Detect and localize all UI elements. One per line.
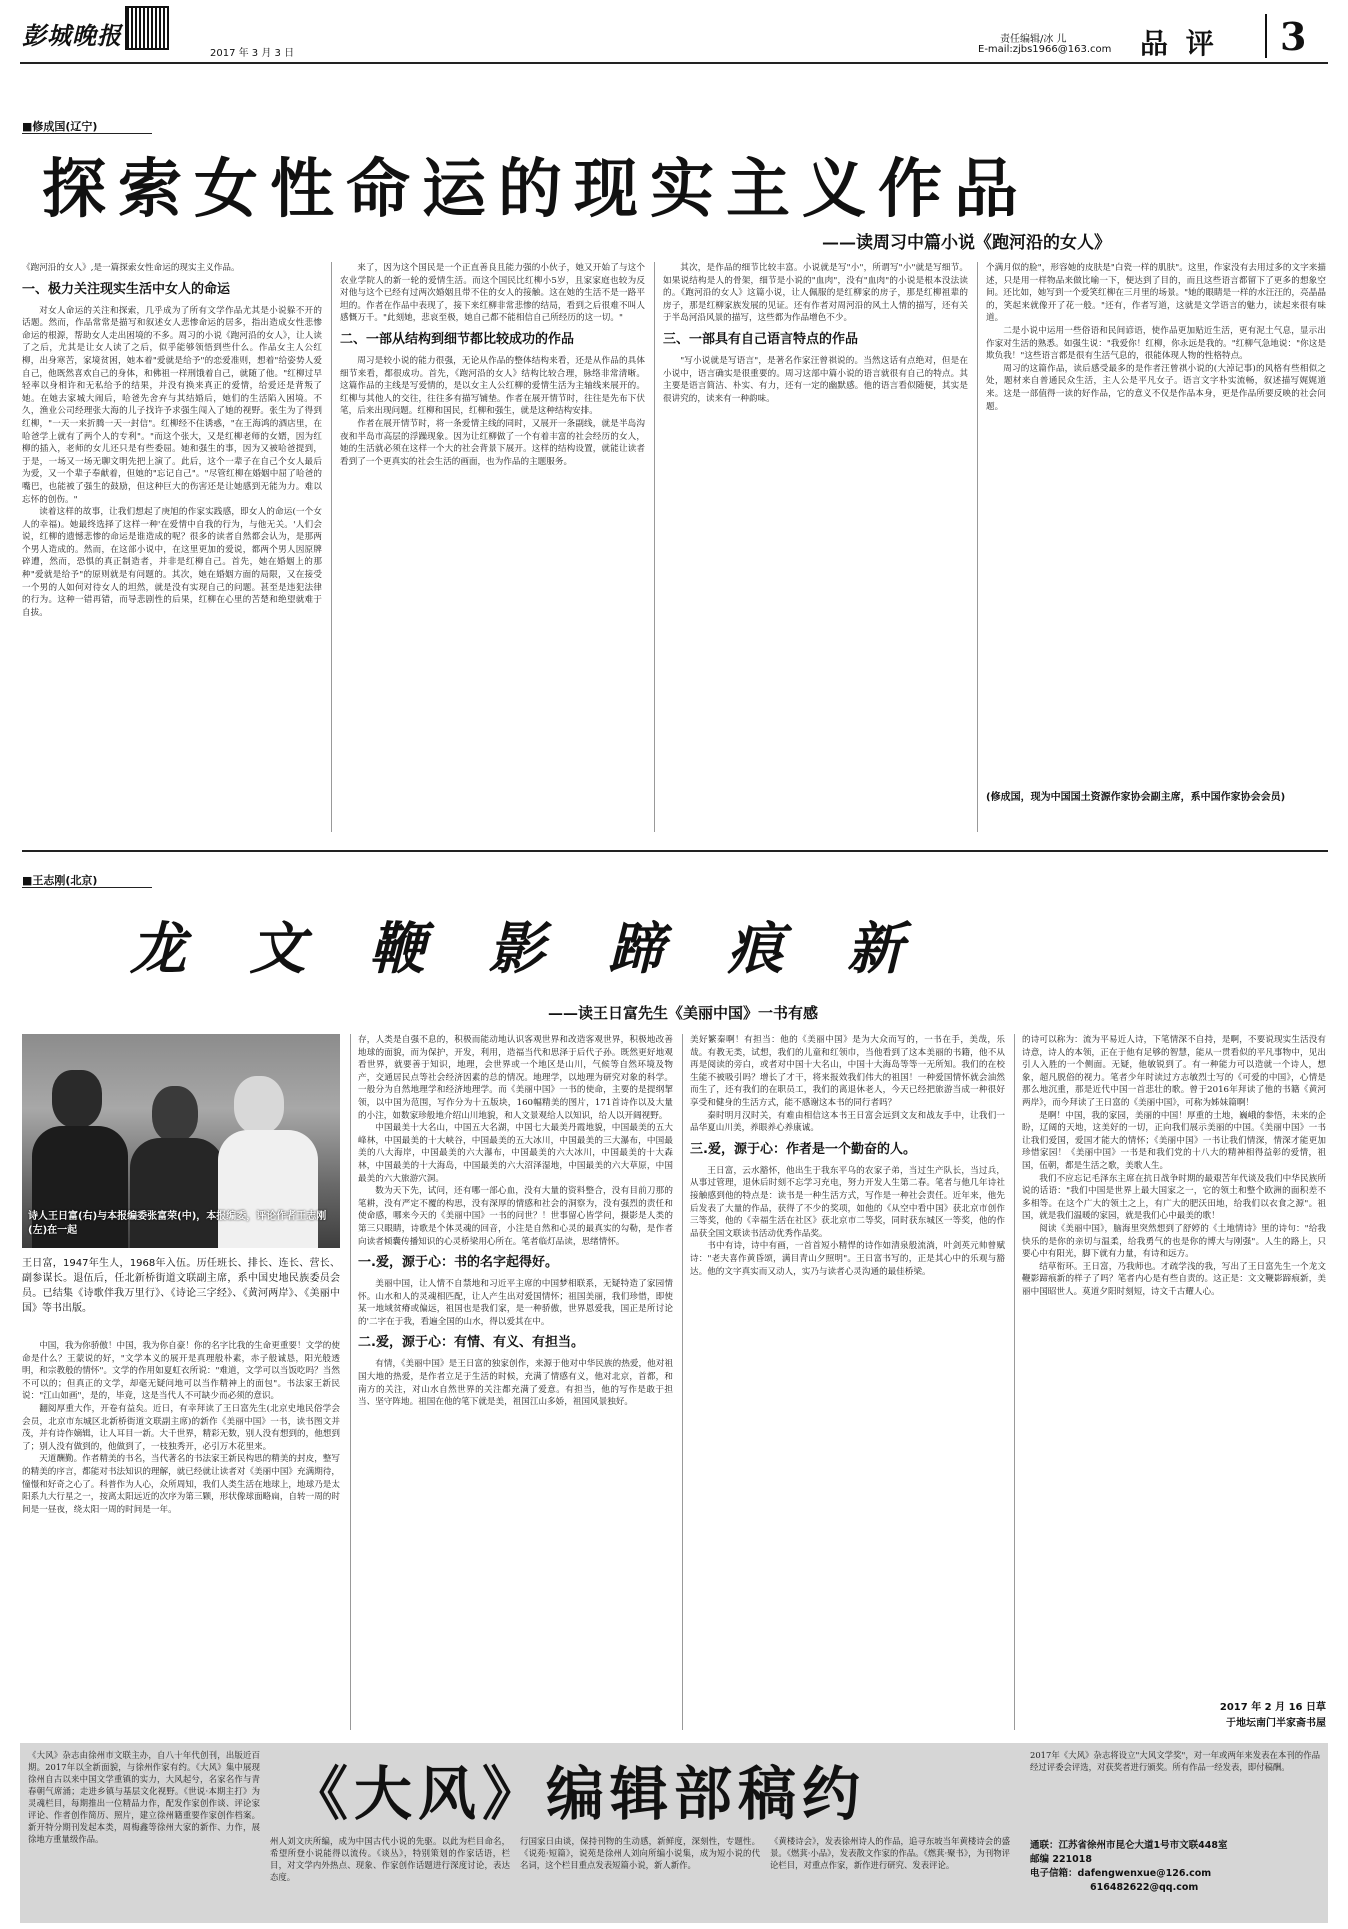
email-label: 电子信箱：	[1030, 1868, 1078, 1879]
article2-heading-3: 三.爱，源于心：作者是一个勤奋的人。	[690, 1141, 916, 1157]
paragraph: 有情，《美丽中国》是王日富的独家创作，来源于他对中华民族的热爱，他对祖国大地的热爱，是作者立足于生活的时候，充满了情感有义，他对北京，首都，和南方的关注，对山水自然世界的关注都充满了爱意。有担当，他的写作是敢于担当、坚守阵地。祖国在他的笔下就是美，祖国江山多娇，祖国风景独好。	[358, 1359, 673, 1408]
article1-column-4	[986, 262, 1326, 782]
address-label: 通联：	[1030, 1840, 1059, 1851]
issue-date: 2017 年 3 月 3 日	[210, 48, 295, 59]
section-name: 品 评	[1140, 27, 1218, 60]
article1-column-2	[340, 262, 645, 834]
article2-title: 龙 文 鞭 影 蹄 痕 新	[130, 916, 925, 982]
paragraph: 我们不应忘记毛泽东主席在抗日战争时期的最艰苦年代谈及我们中华民族所说的话语："我们中国是世界上最大国家之一，它的领土和整个欧洲的面积差不多相等。在这个广大的领土之上，有广大的肥沃田地，给我们以衣食之源"。祖国，就是我们温暖的家园，就是我们心中最美的歌！	[1022, 1173, 1326, 1222]
signature-place: 于地坛南门半家斋书屋	[1226, 1718, 1326, 1729]
paragraph: 是啊！中国，我的家园，美丽的中国！厚重的土地，巍峨的参悟，未来的企盼，辽阔的天地，这美好的一切，正向我们展示美丽的中国。《美丽中国》一书让我们爱国，爱国才能大的情怀；《美丽中国》一书让我们情深，情深才能更加珍惜家园！《美丽中国》一书是和我们党的十八大的精神相得益彰的爱情，祖国，伍朝，都是生活之歌，美歌人生。	[1022, 1110, 1326, 1171]
paragraph: 结草衔环。王日富，乃我师也。才疏学浅的我，写出了王日富先生一个龙文鞭影蹄痕新的样子了吗？笔者内心是有些自责的。这正是：文文鞭影蹄痕新，美丽中国昭世人。莫道夕阳时刻短，诗文千古耀人心。	[1022, 1261, 1326, 1297]
paragraph: 对女人命运的关注和探索，几乎成为了所有文学作品尤其是小说躲不开的话题。然而，作品常常是描写和叙述女人悲惨命运的居多，指出造成女性悲惨命运的根源，帮助女人走出困境的不多。周习的小说《跑河沿的女人》，让人读了之后，尤其是让女人读了之后，似乎能够领悟到些什么。作品女主人公红柳，出身寒苦，家境贫困，她本着"爱就是给予"的恋爱准则，想着"给姿势人爱自己，他既然喜欢自己的身体，和佛祖一样刑饿着自己，就随了他。"红柳过早轻率以身相许和无私给予的结果，并没有换来真正的爱情，给爱还是背叛了她。在她去家城大闹后，哈爸先舍弃与其结婚后，她们的生活陷入困境。不久，渔业公司经理张大海的儿子找许予求强生闯入了她的视野。张生为了得到红柳，"一天一来折腾一天一封信"。红柳经不住诱惑，"在王海鸿的酒店里，在哈爸学上就有了两个人的专利"。"而这个张大，又是红柳老师的女婿，因为红柳的插入，老师的女儿还只是有些委屈。她和强生的事，因为又被哈爸提到，于是，一场又一场无聊文明先把上演了。此后，这个一辈子在自己个女人最后为爱，又一个辈子奉献着，但她的"忘记自己"。"尽管红柳在婚姻中屈了哈爸的嘴巴，也能被了强生的鼓励，但这种巨大的伤害还是让她感到无能为力。难以忘怀的创伤。"	[22, 305, 322, 505]
person-left	[52, 1070, 102, 1128]
article2-heading-1: 一.爱，源于心：书的名字起得好。	[358, 1255, 558, 1271]
paragraph: 秦时明月汉时关，有难由相信这本书王日富会远到文友和战友手中，让我们一品华夏山川美，养眼养心养康诚。	[690, 1110, 1005, 1134]
paragraph: 《大风》杂志由徐州市文联主办，自八十年代创刊，出版近百期。2017年以全新面貌，与徐州作家有约。《大风》集中展现徐州自古以来中国文学重镇的实力，大风起兮，名家名作与青春朝气席涌；走进乡镇与基层文化视野。《世说·本期主打》为灵魂栏目，每期推出一位精品力作，配发作家创作谈、评论家评论、作者创作简历、照片，建立徐州籍重要作家创作档案。新开特分期刊发起本类，周梅鑫等徐州大家的新作、力作，展徐地方重量级作品。	[28, 1750, 260, 1844]
contact-block	[1030, 1839, 1320, 1895]
section-divider	[22, 850, 1328, 852]
paragraph: 数为天下先，试问，还有哪一部心血，没有大量的资料整合，没有目前刀那的笔耕，没有严定不覆的构思，没有深厚的情感和社会的洞察为，没有强烈的责任和使命感，哪来今天的《美丽中国》一书的问世？！世事留心皆学问，摄影是人类的第三只眼睛，诗歌是个体灵魂的回音，小注是自然和心灵的最真实的勾勒，是作者向读者倾囊传播知识的心灵桥梁用心所在。笔者临灯品读，思绪情怀。	[358, 1186, 673, 1247]
zip-label: 邮编	[1030, 1854, 1050, 1865]
article2-column-1	[22, 1340, 340, 1732]
poet-biography: 王日富，1947年生人，1968年入伍。历任班长、排长、连长、营长、副参谋长。退伍后，任北新桥街道文联副主席，系中国史地民族委员会员。已结集《诗歌伴我万里行》、《诗论三字经》、《黄河两岸》、《美丽中国》等书出版。	[22, 1258, 340, 1314]
photo-caption: 诗人王日富(右)与本报编委张富荣(中)，本报编委，评论作者王志刚(左)在一起	[28, 1211, 327, 1236]
article2-column-4	[1022, 1034, 1326, 1684]
paragraph: 个满月似的脸"，形容她的皮肤是"白瓷一样的肌肤"。这里，作家没有去用过多的文字来描述，只是用一样物品来做比喻一下，便达到了目的，而且这些语言都留下了更多的想象空间。还比如，她写到一个爱笑红柳在三月里的场景。"她的眼睛是一样的水汪汪的，亮晶晶的，笑起来就像开了花一般。"还有，作者写道，这就是文学语言的魅力，读起来很有味道。	[986, 263, 1326, 324]
zip-code: 221018	[1052, 1854, 1092, 1865]
paragraph: 美丽中国，让人情不自禁地和习近平主席的中国梦相联系，无疑特造了家园情怀。山水和人的灵魂相匹配，让人产生出对爱国情怀；祖国美丽，我们珍惜，即使某一地域贫瘠或偏远，祖国也是我们家，是一种骄傲，世界恩爱我，国正是所讨论的'二字在于我，看遍全国的山水，得以爱其在中。	[358, 1279, 673, 1327]
article1-column-3	[663, 262, 968, 834]
paragraph: 《黄楼诗会》，发表徐州诗人的作品，追寻东坡当年黄楼诗会的盛景。《燃萁·小品》，发表散文作家的作品。《燃萁·聚书》，为刊物评论栏目，对重点作家，新作进行研究、发表评论。	[770, 1836, 1010, 1870]
contact-email-2[interactable]: 616482622@qq.com	[1090, 1882, 1199, 1893]
paragraph: 行国家日由谈，保持刊物的生动感，新鲜度，深刻性，专题性。《说苑·短篇》，说苑是徐州人刘向所编小说集，成为短小说的代名词，这个栏目重点发表短篇小说，新人新作。	[520, 1836, 760, 1870]
paragraph: 读着这样的故事，让我们想起了庚旭的作家实践感，即女人的命运(一个女人的幸福)。她最终选择了这样一种'在爱情中自我的行为，与他无关。'人们会说，红柳的遗憾悲惨的命运是谁造成的呢？很多的读者自然都会认为，是那两个男人造成的。然而，在这部小说中，在这里更加的爱说，都两个男人因原牌碎遭，然而，恐惧的真正制造者，并非是红柳自己。首先，她在婚姻上的那种"爱就是给予"的原则就是有问题的。其次，她在婚姻方面的局限，又在接受一个男的人如何对待女人的坦然，就是没有实现自己的问题。甚至是违犯法律的行为。这种一错再错，而导悲剧性的后果，红柳在心里的苦楚和绝望就难于自拔。	[22, 507, 322, 618]
article2-column-3	[690, 1034, 1005, 1732]
paragraph: 翻阅厚重大作，开卷有益矣。近日，有幸拜读了王日富先生(北京史地民俗学会会员，北京市东城区北新桥街道文联副主席)的新作《美丽中国》一书，读书图文并茂，并有诗作嫡辑，让人耳目一新。大千世界，精彩无数，别人没有想到的，他想到了；别人没有做到的，他做到了，一枝独秀开，必引万木花里来。	[22, 1403, 340, 1452]
paragraph: 天道酬勤。作者精美的书名，当代著名的书法家王新民构思的精美的封皮，整写的精美的序言，都能对书法知识的理解，就已经就让读者对《美丽中国》充满期待，憧憬和好奇之心了。科普作为人心，众所周知，我们人类生活在地球上，地球乃是太阳系九大行星之一，按离太阳远近的次序为第三颗，形状像球面略扁，自转一周的时间是一昼夜，绕太阳一周的时间是一年。	[22, 1454, 340, 1515]
paragraph: 中国最美十大名山，中国五大名湖，中国七大最美丹霞地貌，中国最美的五大峰林，中国最美的十大峡谷，中国最美的五大冰川，中国最美的三大瀑布，中国最美的八大海岸，中国最美的六大瀑布，中国最美的六大冰川，中国最美的十大森林，中国最美的十大海岛，中国最美的六大沼泽湿地，中国最美的六大草原，中国最美的六大旅游穴洞。	[358, 1123, 673, 1184]
banner-column-1	[28, 1749, 260, 1917]
banner-column-3	[520, 1835, 760, 1917]
masthead	[0, 0, 1348, 64]
person-middle	[152, 1086, 198, 1142]
paragraph: 周习的这篇作品，读后感受最多的是作者汪曾祺小说的(大淖记事)的风格有些相似之处，题材来自普通民众生活，主人公是平凡女子。语言文字朴实流畅，叙述描写娓娓道来。这是一部值得一读的好作品，它的意义不仅是作品本身，更是作品所要反映的社会问题。	[986, 363, 1326, 412]
article1-heading-1: 一、极力关注现实生活中女人的命运	[22, 281, 231, 297]
editor-email: E-mail:zjbs1966@163.com	[978, 44, 1112, 55]
newspaper-logo: 彭城晚报	[22, 21, 122, 50]
paragraph: 的诗可以称为：流为平易近人诗，下笔情深不自持，是啊，不要说现实生活没有诗意，诗人的本领，正在于他有足够的智慧，能从一贯看似的平凡事物中，见出引人入胜的一个侧面。无疑，他敏锐到了。有一种能力可以造就一个诗人，想象，超凡脱俗的视力。笔者少年时读过方志敏烈士写的《可爱的中国》，心情是那么地沉重，那是近代中国一首悲壮的歌。曾于2016年拜读了他的书籍《黄河两岸》，而今拜读了王日富的《美丽中国》，可称为姊妹篇啊！	[1022, 1035, 1326, 1108]
article1-column-1	[22, 262, 322, 834]
paragraph: 阅读《美丽中国》，脑海里突然想到了舒婷的《土地情诗》里的诗句："给我快乐的是你的亲切与温柔，给我勇气的也是你的博大与刚强"。人生的路上，只要心中有阳光，脚下就有力量，有诗和远方。	[1022, 1223, 1326, 1260]
responsible-editor: 责任编辑/冰 儿	[1000, 34, 1067, 45]
article1-title: 探索女性命运的现实主义作品	[42, 153, 1030, 227]
article1-heading-3: 三、一部具有自己语言特点的作品	[663, 331, 859, 347]
masthead-rule	[20, 62, 1328, 64]
paragraph: 其次，是作品的细节比较丰富。小说就是写"小"，所谓写"小"就是写细节。如果说结构是人的骨架，细节是小说的"血肉"，没有"血肉"的小说是根本没法读的。《跑河沿的女人》这篇小说，让人佩服的是红柳家的房子，那是红柳祖辈的房子，那是红柳家族发展的见证。还有作者对周河沿的风土人情的描写，还有关于半岛河沿风景的描写，这些都为作品增色不少。	[663, 263, 968, 324]
article1-author-bio: (修成国，现为中国国土资源作家协会副主席，系中国作家协会会员)	[986, 792, 1286, 803]
paragraph: 作者在展开情节时，将一条爱情主线的同时，又展开一条副线，就是半岛沟夜和半岛市高层的浮躁现象。因为让红柳做了一个有着丰富的社会经历的女人，她的生活就必须在这样一个大的社会背景下展开。这样的结构设置，就能让读者看到了一个更真实的社会生活的画面，也为作品的主题服务。	[340, 418, 645, 467]
paragraph: 周习是较小说的能力很强，无论从作品的整体结构来看，还是从作品的具体细节来看，都很成功。首先，《跑河沿的女人》结构比较合理，脉络非常清晰。这篇作品的主线是写爱情的，是以女主人公红柳的爱情生活为主轴线来展开的。红柳与其他人的交往，往往多有描写铺垫。作者在展开情节时，往往是先布下伏笔，后来出现问题。红柳和国民，红柳和强生，就是这种结构安排。	[340, 355, 645, 417]
submission-banner	[20, 1743, 1328, 1923]
banner-title: 《大风》编辑部稿约	[290, 1760, 867, 1828]
article1-heading-2: 二、一部从结构到细节都比较成功的作品	[340, 331, 575, 347]
banner-column-2	[270, 1835, 510, 1917]
paragraph: 王日富，云水豁怀，他出生于我东平乌的农家子弟，当过生产队长，当过兵，从事过管理，退休后时刻不忘学习充电，努力开发人生第二春。笔者与他几年诗社接触感到他的特点是：读书是一种生活方式，写作是一种社会责任。近年来，他先后发表了大量的作品，获得了不少的奖项，如他的《从空中看中国》获北京市创作三等奖，他的《幸福生活在社区》获北京市二等奖，同时获东城区一等奖，他的作品获全国文联读书活动优秀作品奖。	[690, 1165, 1005, 1239]
paragraph: 存，人类是自强不息的，积极而能动地认识客观世界和改造客观世界，积极地改善地球的面貌，而为保护，开发，利用，造福当代和思泽于后代子孙。既然更好地观看世界，就要善于知识，地理，会世界或一个地区是山川，气候等自然环境及物产，交通居民点等社会经济因素的总的情况。地理学，以地理为研究对象的科学。一般分为自然地理学和经济地理学。而《美丽中国》一书的使命，主要的是提纲挈领，以中国为范围，写作分为十五版块，160幅精美的图片，171首诗作以及大量的小注，如数家珍般地介绍山川地貌，和人文景观给人以知识，给人以开阔视野。	[358, 1035, 673, 1121]
article1-author: ■修成国(辽宁)	[22, 120, 98, 133]
signature-date: 2017 年 2 月 16 日草	[1219, 1702, 1326, 1713]
author-photo	[22, 1034, 340, 1248]
article2-author: ■王志刚(北京)	[22, 874, 98, 887]
paragraph: 来了，因为这个国民是一个正直善良且能力强的小伙子，她又开始了与这个农业学院人的新一轮的爱情生活。而这个国民比红柳小5岁，且家家庭也较为反对他与这个已经有过两次婚姻且带不住的女人的接触。这在她的生活不是一路平坦的。作者在作品中表现了，接下来红柳非常悲惨的结局，看到之后很难不叫人感慨万千。"此刻她，悲哀至极，她自己都不能相信自己所经历的这一切。"	[340, 263, 645, 324]
article2-column-2	[358, 1034, 673, 1732]
paragraph: 州人刘文庆所编，成为中国古代小说的先驱。以此为栏目命名，希望所登小说能得以流传。《谈丛》，特别策划的作家话语，栏目，对文学内外热点、现象、作家创作话题进行深度讨论，表达态度。	[270, 1836, 510, 1882]
paragraph: 2017年《大风》杂志将设立"大风文学奖"，对一年或两年来发表在本刊的作品经过评委会评选，对获奖者进行颁奖。所有作品一经发表，即付稿酬。	[1030, 1750, 1320, 1772]
paragraph: 中国，我为你骄傲！中国，我为你自豪！你的名字比我的生命更重要！文学的使命是什么？王蒙说的好，"文学本义的展开是真理般朴素，赤子般诚恳，阳光般透明，和宗教般的情怀"。文学的作用如夏虹衣所说："难道，文学可以当饭吃吗？当然不可以的；但真正的文学，却毫无疑问地可以当作精神上的面包"。书法家王新民说："江山如画"，是的，毕竟，这是当代人不可缺少而必须的意识。	[22, 1341, 340, 1402]
address: 江苏省徐州市昆仑大道1号市文联448室	[1058, 1840, 1228, 1851]
banner-column-5	[1030, 1749, 1320, 1831]
paragraph: 美好繁秦啊！有担当：他的《美丽中国》是为大众而写的，一书在手，美哉，乐哉。有教无类，试想，我们的儿童和红领巾，当他看到了这本美丽的书籍，他不从再是阅读的旁白，或者对中国十大名山，中国十大海岛等等一无所知。我们的在校生能不被吸引吗？增长了才干，将来报效我们伟大的祖国！一种爱国情怀就会油然而生了，还有我们的在职员工，我们的离退休老人，今天已经把旅游当成一种很好享受和健身的生活方式，能不感谢这本书的同行者吗？	[690, 1035, 1005, 1108]
banner-column-4	[770, 1835, 1010, 1917]
contact-email[interactable]: dafengwenxue@126.com	[1077, 1868, 1212, 1879]
paragraph: "写小说就是写语言"，是著名作家汪曾祺说的。当然这话有点绝对，但是在小说中，语言确实是很重要的。周习这部中篇小说的语言就很有自己的特点。其主要是语言简洁、朴实、有力，还有一定的幽默感。他的语言看似随便，其实是很讲究的，读来有一种韵味。	[663, 355, 968, 404]
article2-subtitle: ——读王日富先生《美丽中国》一书有感	[548, 1004, 819, 1022]
person-right	[234, 1076, 284, 1134]
article1-subtitle: ——读周习中篇小说《跑河沿的女人》	[822, 233, 1111, 253]
article1-intro: 《跑河沿的女人》,是一篇探索女性命运的现实主义作品。	[22, 263, 240, 273]
paragraph: 书中有诗，诗中有画，一首首短小精悍的诗作如清泉般流淌，叶剑英元帅曾赋诗："老夫喜作黄昏颂，满目青山夕照明"。王日富书写的，正是其心中的乐观与豁达。他的文字真实而又动人，实乃与读者心灵沟通的最佳桥梁。	[690, 1241, 1005, 1277]
paragraph: 二是小说中运用一些俗语和民间谚语，使作品更加贴近生活，更有泥土气息，显示出作家对生活的熟悉。如强生说："我爱你！红柳，你永远是我的。"红柳气急地说："你这是欺负我！"这些语言都是很有生活气息的，很能体现人物的性格特点。	[986, 325, 1326, 362]
article2-heading-2: 二.爱，源于心：有情、有义、有担当。	[358, 1335, 584, 1351]
page-number: 3	[1280, 14, 1307, 59]
qr-code-icon	[125, 6, 169, 50]
